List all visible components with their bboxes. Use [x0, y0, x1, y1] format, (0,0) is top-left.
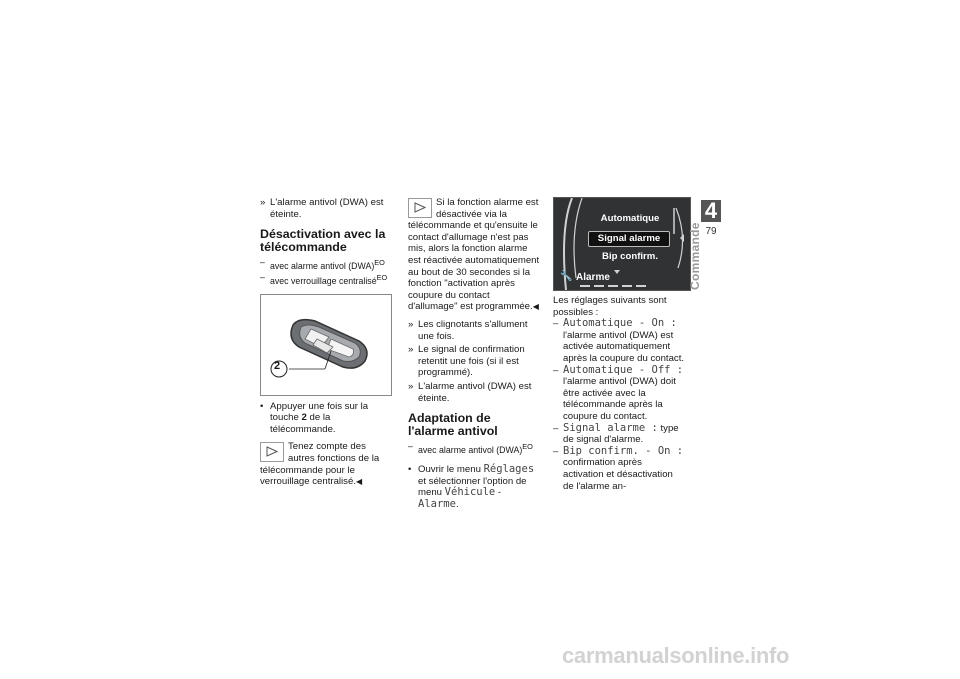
callout-label: 2: [274, 359, 281, 372]
setting-option: – Automatique - On : l'alarme antivol (DWA) est activée automatiquement après la coupure du contact.: [553, 318, 685, 364]
menu-item-bip-confirm: Bip confirm.: [602, 251, 658, 262]
end-marker-icon: ◀: [532, 302, 539, 312]
instruction-step: • Ouvrir le menu Réglages et sélectionner l'option de menu Véhicule - Alarme.: [408, 464, 540, 510]
setting-option: – Automatique - Off : l'alarme antivol (DWA) doit être activée avec la télécommande après la coupure du contact.: [553, 365, 685, 423]
heading-adaptation: Adaptation de l'alarme antivol: [408, 411, 498, 439]
page-number: 79: [705, 226, 717, 237]
display-screenshot: [553, 197, 691, 291]
column-3: [553, 197, 685, 492]
result-text: » L'alarme antivol (DWA) est éteinte.: [408, 381, 540, 404]
requirement-item: – avec alarme antivol (DWA)$^{EO}$: [260, 257, 392, 273]
heading-deactivation: Désactivation avec la télécommande: [260, 227, 386, 255]
note-text: Si la fonction alarme est désactivée via la télécommande et qu'ensuite le contact d'allumage n'est pas mis, alors la fonction alarme est réactivée automatiquement au bout de 30 secondes si la fonction "activation après coupure du contact d'allumage" est programmée.: [408, 197, 540, 313]
end-marker-icon: ◀: [355, 477, 363, 487]
watermark: carmanualsonline.info: [562, 643, 790, 668]
result-text: » Les clignotants s'allument une fois.: [408, 319, 540, 342]
note-triangle-icon: [408, 198, 432, 218]
display-footer: Alarme: [576, 272, 610, 283]
wrench-icon: 🔧: [560, 271, 573, 282]
chapter-number: 4: [701, 200, 721, 222]
requirement-item: – avec alarme antivol (DWA)$^{EO}$: [408, 441, 540, 457]
menu-item-automatique: Automatique: [600, 213, 660, 224]
setting-option: – Signal alarme : type de signal d'alarme.: [553, 423, 685, 446]
instruction-step: • Appuyer une fois sur la touche 2 de la télécommande.: [260, 401, 392, 436]
result-text: » L'alarme antivol (DWA) est éteinte.: [260, 197, 392, 220]
note-triangle-icon: [260, 442, 284, 462]
remote-key-figure: [260, 294, 392, 396]
intro-text: Les réglages suivants sont possibles :: [553, 295, 667, 318]
requirement-item: – avec verrouillage centralisé$^{EO}$: [260, 272, 392, 288]
note-box: [408, 197, 540, 313]
note-text: Tenez compte des autres fonctions de la télécommande pour le verrouillage centralisé.: [260, 441, 380, 488]
remote-key-illustration: [261, 295, 391, 395]
menu-item-signal-alarme: Signal alarme: [588, 231, 670, 247]
section-title: Commande: [688, 222, 702, 290]
note-box: [260, 441, 392, 487]
setting-option: – Bip confirm. - On : confirmation après activation et désactivation de l'alarme an-: [553, 446, 685, 492]
column-2: [408, 197, 540, 510]
result-text: » Le signal de confirmation retentit une fois (si il est programmé).: [408, 344, 540, 379]
column-1: [260, 197, 392, 488]
